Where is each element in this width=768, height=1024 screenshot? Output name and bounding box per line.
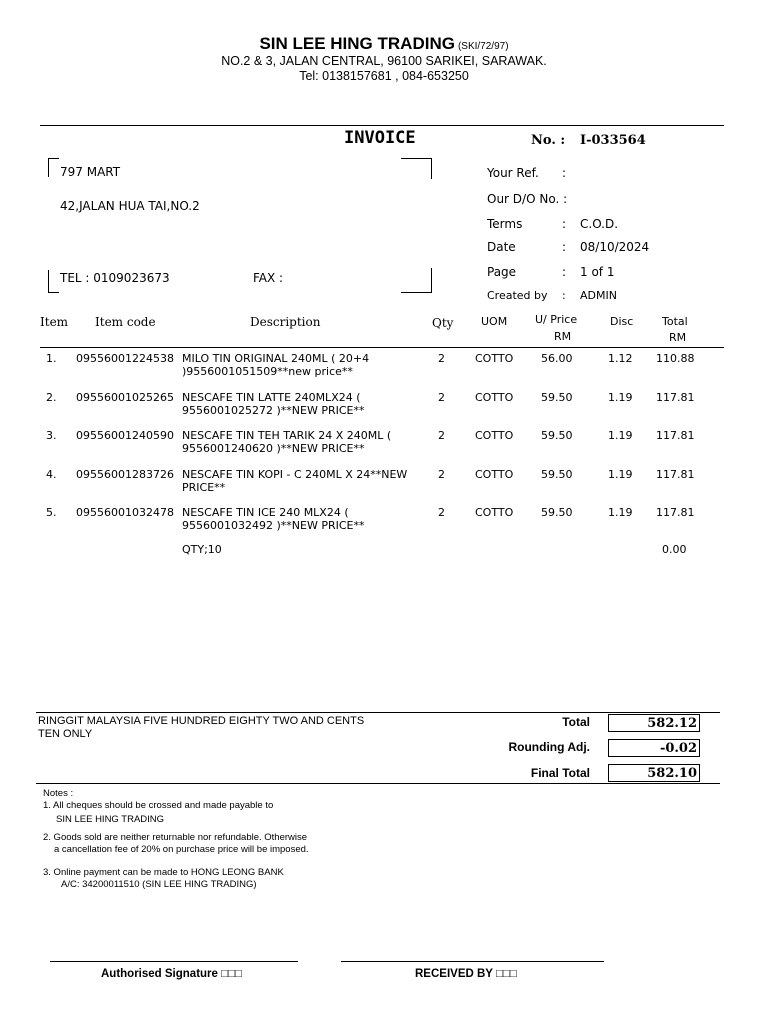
note-1-payee: SIN LEE HING TRADING (56, 814, 165, 825)
row-code: 09556001240590 (76, 429, 174, 442)
col-header-code: Item code (95, 315, 156, 329)
invoice-title: INVOICE (344, 128, 416, 148)
row-qty: 2 (438, 506, 445, 519)
row-item: 3. (46, 429, 57, 442)
signature-line-right (341, 961, 604, 962)
header-divider (40, 125, 724, 126)
row-item: 1. (46, 352, 57, 365)
col-header-uom: UOM (481, 315, 508, 328)
row-uom: COTTO (475, 468, 514, 481)
row-code: 09556001283726 (76, 468, 174, 481)
col-header-disc: Disc (610, 315, 634, 328)
row-disc: 1.12 (608, 352, 633, 365)
col-header-price-unit: RM (554, 330, 572, 343)
qty-summary: QTY;10 (182, 543, 222, 556)
row-qty: 2 (438, 391, 445, 404)
customer-address: 42,JALAN HUA TAI,NO.2 (60, 199, 200, 213)
note-1: 1. All cheques should be crossed and made payable to (43, 800, 274, 811)
row-uom: COTTO (475, 352, 514, 365)
meta-date-sep: : (562, 240, 567, 254)
row-price: 59.50 (541, 429, 573, 442)
row-disc: 1.19 (608, 468, 633, 481)
signature-line-left (50, 961, 298, 962)
bracket-top-right (401, 158, 432, 179)
rounding-value: -0.02 (608, 739, 700, 757)
row-qty: 2 (438, 429, 445, 442)
rounding-label: Rounding Adj. (508, 740, 590, 754)
company-name: SIN LEE HING TRADING (259, 34, 455, 53)
totals-divider (36, 712, 720, 713)
meta-terms-label: Terms (487, 217, 523, 231)
row-uom: COTTO (475, 429, 514, 442)
meta-created-label: Created by (487, 289, 548, 302)
row-desc: NESCAFE TIN KOPI - C 240ML X 24**NEW PRICE** (182, 468, 408, 494)
meta-your-ref-sep: : (562, 166, 567, 180)
total-value: 582.12 (608, 714, 700, 732)
row-uom: COTTO (475, 506, 514, 519)
authorised-signature-label: Authorised Signature □□□ (101, 968, 242, 980)
row-total: 110.88 (656, 352, 695, 365)
meta-page-value: 1 of 1 (580, 265, 615, 279)
meta-created-sep: : (562, 289, 566, 302)
meta-page-label: Page (487, 265, 517, 279)
row-desc: NESCAFE TIN TEH TARIK 24 X 240ML ( 9556001240620 )**NEW PRICE** (182, 429, 392, 455)
note-2-cont: a cancellation fee of 20% on purchase price will be imposed. (54, 844, 309, 855)
note-2: 2. Goods sold are neither returnable nor refundable. Otherwise (43, 832, 308, 843)
col-header-total-unit: RM (669, 331, 687, 344)
amount-in-words: RINGGIT MALAYSIA FIVE HUNDRED EIGHTY TWO AND CENTS TEN ONLY (38, 715, 365, 740)
table-header-divider (40, 347, 724, 348)
col-header-qty: Qty (432, 316, 454, 330)
col-header-price: U/ Price (535, 313, 578, 326)
row-qty: 2 (438, 352, 445, 365)
invoice-no-value: I-033564 (580, 133, 646, 148)
row-code: 09556001032478 (76, 506, 174, 519)
col-header-item: Item (40, 315, 69, 329)
meta-terms-value: C.O.D. (580, 217, 619, 231)
row-item: 4. (46, 468, 57, 481)
col-header-desc: Description (250, 315, 321, 329)
row-total: 117.81 (656, 391, 695, 404)
invoice-no-label: No. : (531, 133, 566, 148)
bracket-top-left (48, 158, 59, 177)
row-item: 5. (46, 506, 57, 519)
meta-date-label: Date (487, 240, 516, 254)
row-code: 09556001025265 (76, 391, 174, 404)
company-header (0, 34, 768, 54)
row-uom: COTTO (475, 391, 514, 404)
row-desc: NESCAFE TIN ICE 240 MLX24 ( 9556001032492 )**NEW PRICE** (182, 506, 365, 532)
meta-page-sep: : (562, 265, 567, 279)
row-price: 56.00 (541, 352, 573, 365)
note-3-account: A/C: 34200011510 (SIN LEE HING TRADING) (61, 879, 257, 890)
received-by-label: RECEIVED BY □□□ (415, 968, 517, 980)
company-tel: Tel: 0138157681 , 084-653250 (299, 69, 469, 83)
total-label: Total (562, 715, 590, 729)
row-disc: 1.19 (608, 391, 633, 404)
row-total: 117.81 (656, 506, 695, 519)
meta-date-value: 08/10/2024 (580, 240, 650, 254)
row-qty: 2 (438, 468, 445, 481)
customer-tel: TEL : 0109023673 (60, 271, 170, 285)
company-address: NO.2 & 3, JALAN CENTRAL, 96100 SARIKEI, SARAWAK. (221, 54, 547, 68)
row-disc: 1.19 (608, 429, 633, 442)
row-desc: MILO TIN ORIGINAL 240ML ( 20+4 )9556001051509**new price** (182, 352, 370, 378)
notes-divider (36, 783, 720, 784)
bracket-bottom-left (48, 270, 59, 293)
meta-created-value: ADMIN (580, 289, 617, 302)
customer-fax: FAX : (253, 271, 284, 285)
row-disc: 1.19 (608, 506, 633, 519)
qty-summary-total: 0.00 (662, 543, 687, 556)
company-reg: (SKI/72/97) (457, 41, 509, 52)
bracket-bottom-right (401, 268, 432, 293)
row-code: 09556001224538 (76, 352, 174, 365)
row-item: 2. (46, 391, 57, 404)
meta-terms-sep: : (562, 217, 567, 231)
note-3: 3. Online payment can be made to HONG LEONG BANK (43, 867, 284, 878)
meta-do-label: Our D/O No. : (487, 192, 568, 206)
row-price: 59.50 (541, 391, 573, 404)
row-price: 59.50 (541, 468, 573, 481)
final-total-value: 582.10 (608, 764, 700, 782)
meta-your-ref-label: Your Ref. (487, 166, 539, 180)
row-price: 59.50 (541, 506, 573, 519)
row-total: 117.81 (656, 468, 695, 481)
col-header-total: Total (662, 315, 688, 328)
final-total-label: Final Total (530, 766, 590, 780)
row-total: 117.81 (656, 429, 695, 442)
customer-name: 797 MART (60, 165, 121, 179)
row-desc: NESCAFE TIN LATTE 240MLX24 ( 9556001025272 )**NEW PRICE** (182, 391, 365, 417)
notes-heading: Notes : (43, 788, 74, 799)
